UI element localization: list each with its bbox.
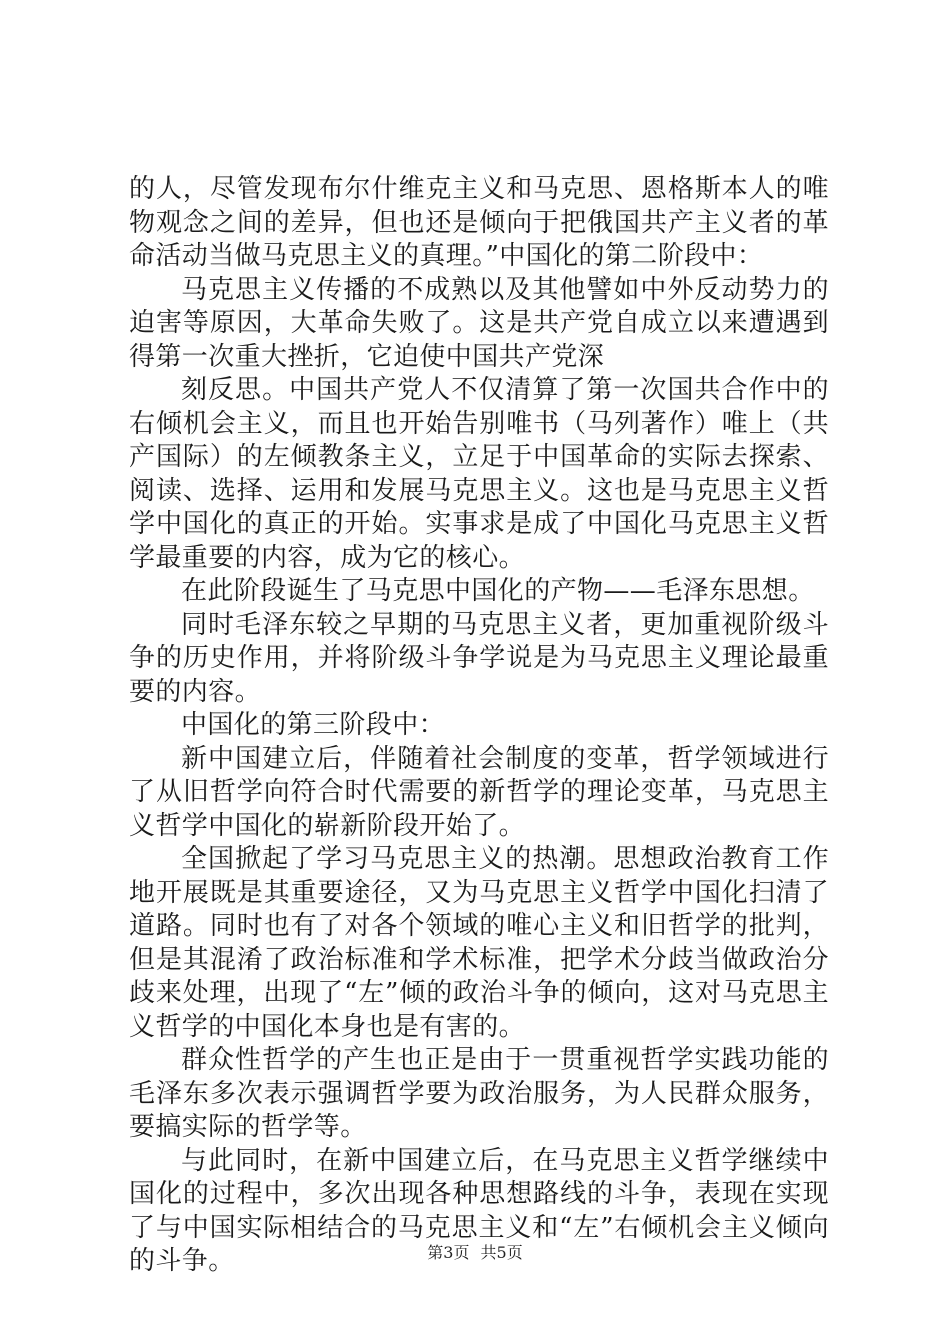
paragraph: 群众性哲学的产生也正是由于一贯重视哲学实践功能的毛泽东多次表示强调哲学要为政治服务，为人民群众服务，要搞实际的哲学等。 — [129, 1045, 829, 1142]
paragraph: 刻反思。中国共产党人不仅清算了第一次国共合作中的右倾机会主义，而且也开始告别唯书（马列著作）唯上（共产国际）的左倾教条主义，立足于中国革命的实际去探索、阅读、选择、运用和发展马克思主义。这也是马克思主义哲学中国化的真正的开始。实事求是成了中国化马克思主义哲学最重要的内容，成为它的核心。 — [129, 375, 829, 573]
paragraph: 全国掀起了学习马克思主义的热潮。思想政治教育工作地开展既是其重要途径，又为马克思主义哲学中国化扫清了道路。同时也有了对各个领域的唯心主义和旧哲学的批判，但是其混淆了政治标准和学术标准，把学术分歧当做政治分歧来处理，出现了“左”倾的政治斗争的倾向，这对马克思主义哲学的中国化本身也是有害的。 — [129, 844, 829, 1042]
paragraph: 同时毛泽东较之早期的马克思主义者，更加重视阶级斗争的历史作用，并将阶级斗争学说是为马克思主义理论最重要的内容。 — [129, 609, 829, 707]
paragraph: 的人，尽管发现布尔什维克主义和马克思、恩格斯本人的唯物观念之间的差异，但也还是倾向于把俄国共产主义者的革命活动当做马克思主义的真理。”中国化的第二阶段中： — [129, 174, 829, 271]
paragraph: 马克思主义传播的不成熟以及其他譬如中外反动势力的迫害等原因，大革命失败了。这是共产党自成立以来遭遇到得第一次重大挫折，它迫使中国共产党深 — [129, 274, 829, 372]
page-number: 第3页 — [427, 1243, 470, 1262]
document-body — [129, 173, 829, 1279]
paragraph: 新中国建立后，伴随着社会制度的变革，哲学领域进行了从旧哲学向符合时代需要的新哲学的理论变革，马克思主义哲学中国化的崭新阶段开始了。 — [129, 743, 829, 841]
paragraph: 在此阶段诞生了马克思中国化的产物——毛泽东思想。 — [181, 576, 815, 606]
paragraph: 中国化的第三阶段中： — [181, 710, 446, 740]
page-footer — [0, 1243, 950, 1263]
paragraph: 与此同时，在新中国建立后，在马克思主义哲学继续中国化的过程中，多次出现各种思想路线的斗争，表现在实现了与中国实际相结合的马克思主义和“左”右倾机会主义倾向的斗争。 — [129, 1145, 829, 1276]
page-total: 共5页 — [480, 1243, 523, 1262]
